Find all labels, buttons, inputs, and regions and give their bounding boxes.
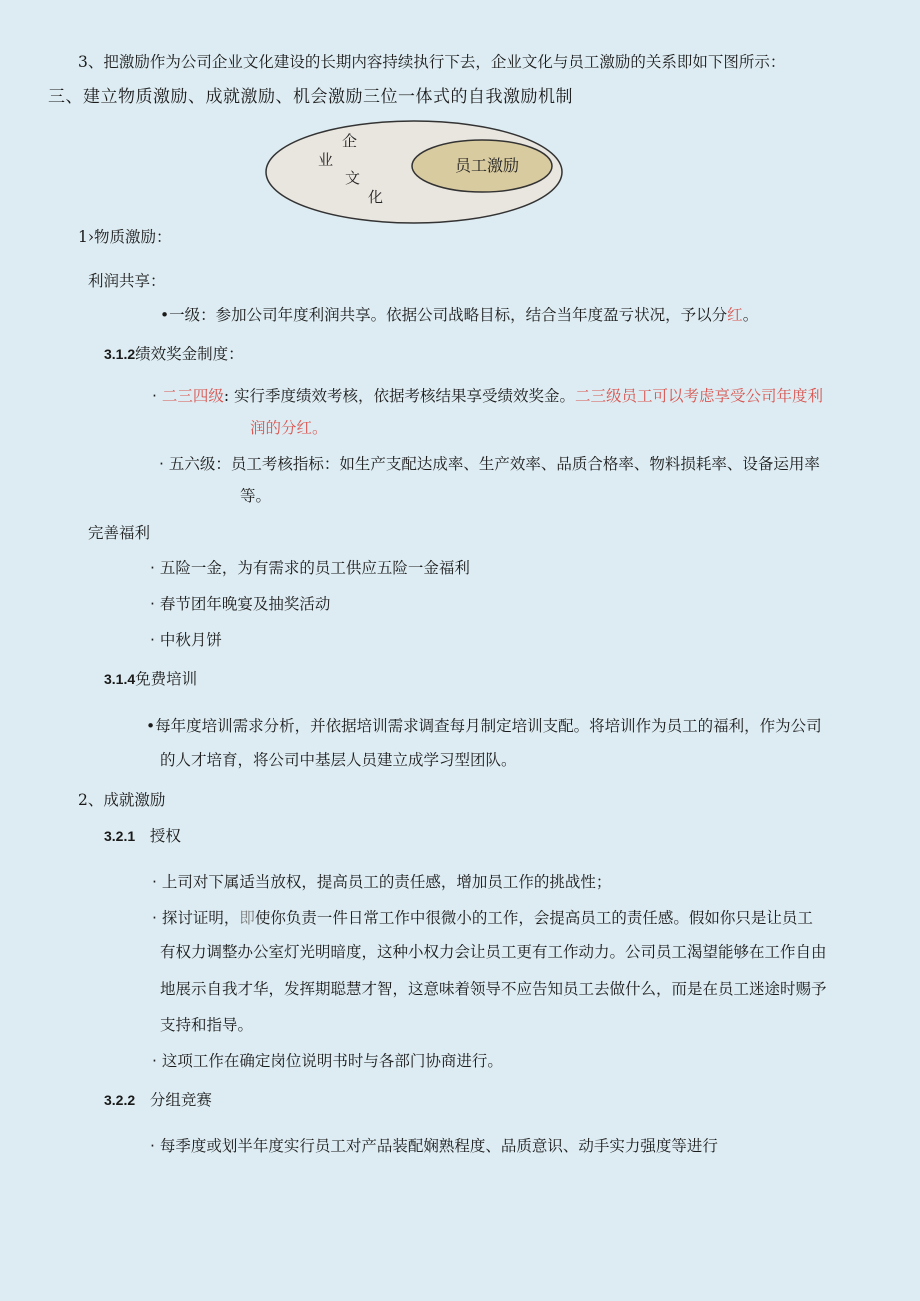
s321-title: 授权: [149, 827, 181, 845]
auth-b2-l1a: 探讨证明，: [161, 909, 240, 927]
bullet-mark: ·: [150, 1137, 155, 1155]
comp-bullet-1: [150, 1136, 718, 1156]
profit-text-red: 红: [727, 306, 743, 324]
auth-b2-l3: 地展示自我才华，发挥期聪慧才智，这意味着领导不应告知员工去做什么，而是在员工迷途时赐予: [160, 980, 827, 998]
welfare-item-1: [150, 558, 470, 578]
perf-b1-red2: 二三级员工可以考虑享受公司年度利: [575, 387, 824, 405]
bullet-mark: ·: [152, 909, 157, 927]
perf-b2-line1: 五六级：员工考核指标：如生产支配达成率、生产效率、品质合格率、物料损耗率、设备运用率: [168, 455, 820, 473]
outer-char-1: 企: [342, 132, 358, 150]
s1-title: 1›物质激励：: [78, 228, 172, 246]
auth-bullet-1: [152, 872, 611, 892]
s322-title: 分组竞赛: [149, 1091, 212, 1109]
bullet-mark: •: [160, 306, 170, 324]
intro-line: 3、把激励作为公司企业文化建设的长期内容持续执行下去，企业文化与员工激励的关系即如下图所示：: [78, 53, 786, 71]
bullet-mark: ·: [150, 595, 155, 613]
outer-char-4: 化: [368, 188, 384, 206]
s314-title: 免费培训: [135, 670, 198, 688]
profit-text-end: 。: [742, 306, 759, 324]
perf-bullet-2: [159, 454, 820, 474]
perf-b2-line2: 等。: [240, 487, 272, 505]
bullet-mark: ·: [152, 387, 157, 405]
profit-bullet: [160, 305, 758, 325]
section-3-title: 三、建立物质激励、成就激励、机会激励三位一体式的自我激励机制: [48, 87, 573, 107]
auth-bullet-2: [152, 908, 813, 928]
auth-bullet-3: [152, 1051, 503, 1071]
inner-label: 员工激励: [455, 156, 520, 175]
outer-char-3: 文: [345, 169, 361, 187]
s322-num: 3.2.2: [104, 1092, 136, 1108]
s312-num: 3.1.2: [104, 346, 136, 362]
auth-b1: 上司对下属适当放权，提高员工的责任感，增加员工作的挑战性；: [161, 873, 612, 891]
welfare-item-3: [150, 630, 222, 650]
auth-b3: 这项工作在确定岗位说明书时与各部门协商进行。: [161, 1052, 503, 1070]
welfare-title: 完善福利: [88, 524, 151, 542]
perf-bullet-1: [152, 386, 823, 406]
s321-num: 3.2.1: [104, 828, 136, 844]
comp-b1: 每季度或划半年度实行员工对产品装配娴熟程度、品质意识、动手实力强度等进行: [159, 1137, 718, 1155]
perf-b1-black: : 实行季度绩效考核，依据考核结果享受绩效奖金。: [223, 387, 576, 405]
s321-heading: [104, 826, 181, 846]
bullet-mark: ·: [150, 559, 155, 577]
bullet-mark: ·: [159, 455, 164, 473]
auth-b2-l1-gray: 即: [239, 909, 255, 927]
s312-heading: [104, 344, 244, 364]
s312-title: 绩效奖金制度：: [135, 345, 244, 363]
perf-b1-red3: 润的分红。: [250, 419, 328, 437]
s314-heading: [104, 669, 197, 689]
perf-b1-red1: 二三四级: [161, 387, 224, 405]
bullet-mark: ·: [152, 1052, 157, 1070]
s322-heading: [104, 1090, 212, 1110]
auth-b2-l1b: 使你负责一件日常工作中很微小的工作，会提高员工的责任感。假如你只是让员工: [254, 909, 813, 927]
welfare-item-text: 春节团年晚宴及抽奖活动: [159, 595, 331, 613]
s314-num: 3.1.4: [104, 671, 136, 687]
outer-char-2: 业: [318, 151, 334, 169]
profit-title: 利润共享：: [88, 272, 166, 290]
auth-b2-l2: 有权力调整办公室灯光明暗度，这种小权力会让员工更有工作动力。公司员工渴望能够在工作自由: [160, 943, 827, 961]
bullet-mark: •: [146, 717, 156, 735]
welfare-item-2: [150, 594, 330, 614]
welfare-item-text: 五险一金，为有需求的员工供应五险一金福利: [159, 559, 470, 577]
train-line2: 的人才培育，将公司中基层人员建立成学习型团队。: [160, 751, 517, 769]
train-line1: 每年度培训需求分析，并依据培训需求调查每月制定培训支配。将培训作为员工的福利，作为公司: [155, 717, 822, 735]
bullet-mark: ·: [150, 631, 155, 649]
welfare-item-text: 中秋月饼: [159, 631, 222, 649]
profit-text: 一级：参加公司年度利润共享。依据公司战略目标，结合当年度盈亏状况，予以分: [169, 306, 728, 324]
auth-b2-l4: 支持和指导。: [160, 1016, 254, 1034]
bullet-mark: ·: [152, 873, 157, 891]
s2-title: 2、成就激励: [78, 791, 166, 809]
train-bullet: [146, 716, 822, 736]
culture-incentive-diagram: [263, 118, 567, 226]
